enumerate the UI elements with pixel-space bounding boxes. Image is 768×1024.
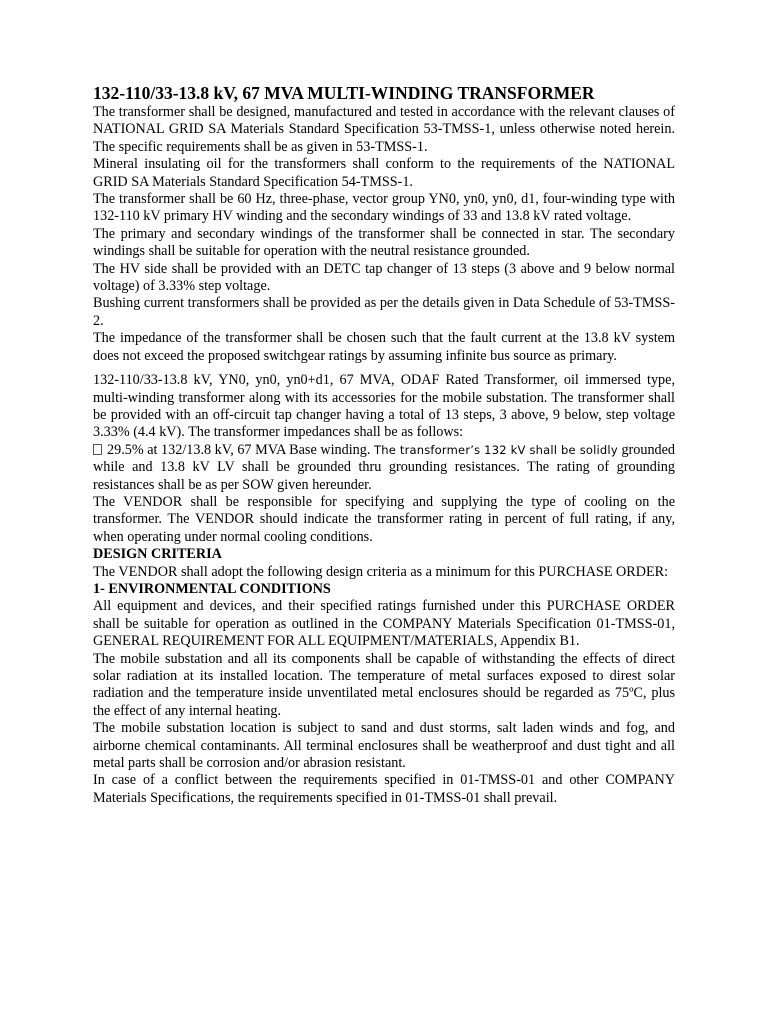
paragraph-vector-group: The transformer shall be 60 Hz, three-phase, vector group YN0, yn0, yn0, d1, four-winding type with 132-110 kV primary HV winding and the secondary windings of 33 and 13.8 kV rated voltage. [93,191,675,225]
paragraph-bushing-ct: Bushing current transformers shall be provided as per the details given in Data Schedule of 53-TMSS-2. [93,295,675,329]
paragraph-windings: The primary and secondary windings of the transformer shall be connected in star. The secondary windings shall be suitable for operation with the neutral resistance grounded. [93,225,675,260]
design-criteria-heading: DESIGN CRITERIA [93,546,222,563]
bullet-box-icon [93,444,102,455]
paragraph-solar-radiation: The mobile substation and all its components shall be capable of withstanding the effects of direct solar radiation at its installed location. The temperature of metal surfaces exposed to direst solar radiation and the temperature inside unventilated metal enclosures should be regarded as 75ºC, plus the effect of any internal heating. [93,650,675,719]
paragraph-tap-changer: The HV side shall be provided with an DETC tap changer of 13 steps (3 above and 9 below normal voltage) of 3.33% step voltage. [93,260,675,295]
paragraph-standards: The transformer shall be designed, manufactured and tested in accordance with the relevant clauses of NATIONAL GRID SA Materials Standard Specification 53-TMSS-1, unless otherwise noted herein. The specific requirements shall be as given in 53-TMSS-1. [93,104,675,155]
grounding-text: grounded while and 13.8 kV LV shall be grounded thru grounding resistances. The rating of grounding resistances shall be as per SOW given hereunder. [93,441,676,493]
paragraph-impedance-bullet [93,442,675,494]
paragraph-insulating-oil: Mineral insulating oil for the transformers shall conform to the requirements of the NATIONAL GRID SA Materials Standard Specification 54-TMSS-1. [93,156,675,190]
bullet-text-sans: The transformer’s 132 kV shall be solidly [373,442,618,457]
document-page [93,83,675,807]
paragraph-sand-dust: The mobile substation location is subject to sand and dust storms, salt laden winds and fog, and airborne chemical contaminants. All terminal enclosures shall be weatherproof and dust tight and all metal parts shall be corrosion and/or abrasion resistant. [93,720,675,772]
bullet-text: 29.5% at 132/13.8 kV, 67 MVA Base winding. [107,441,371,458]
environmental-conditions-heading: 1- ENVIRONMENTAL CONDITIONS [93,580,331,597]
paragraph-impedance: The impedance of the transformer shall be chosen such that the fault current at the 13.8 kV system does not exceed the proposed switchgear ratings by assuming infinite bus source as primary. [93,330,675,364]
document-title: 132-110/33-13.8 kV, 67 MVA MULTI-WINDING TRANSFORMER [93,83,595,103]
paragraph-cooling: The VENDOR shall be responsible for specifying and supplying the type of cooling on the transformer. The VENDOR should indicate the transformer rating in percent of full rating, if any, when operating under normal cooling conditions. [93,493,675,545]
paragraph-conflict: In case of a conflict between the requirements specified in 01-TMSS-01 and other COMPANY Materials Specifications, the requirements specified in 01-TMSS-01 shall prevail. [93,772,675,806]
design-criteria-intro: The VENDOR shall adopt the following design criteria as a minimum for this PURCHASE ORDER: [93,563,669,580]
paragraph-transformer-summary: 132-110/33-13.8 kV, YN0, yn0, yn0+d1, 67 MVA, ODAF Rated Transformer, oil immersed type, multi-winding transformer along with its accessories for the mobile substation. The transformer shall be provided with an off-circuit tap changer having a total of 13 steps, 3 above, 9 below, step voltage 3.33% (4.4 kV). The transformer impedances shall be as follows: [93,372,675,441]
paragraph-equipment-ratings: All equipment and devices, and their specified ratings furnished under this PURCHASE ORDER shall be suitable for operation as outlined in the COMPANY Materials Specification 01-TMSS-01, GENERAL REQUIREMENT FOR ALL EQUIPMENT/MATERIALS, Appendix B1. [93,598,675,650]
